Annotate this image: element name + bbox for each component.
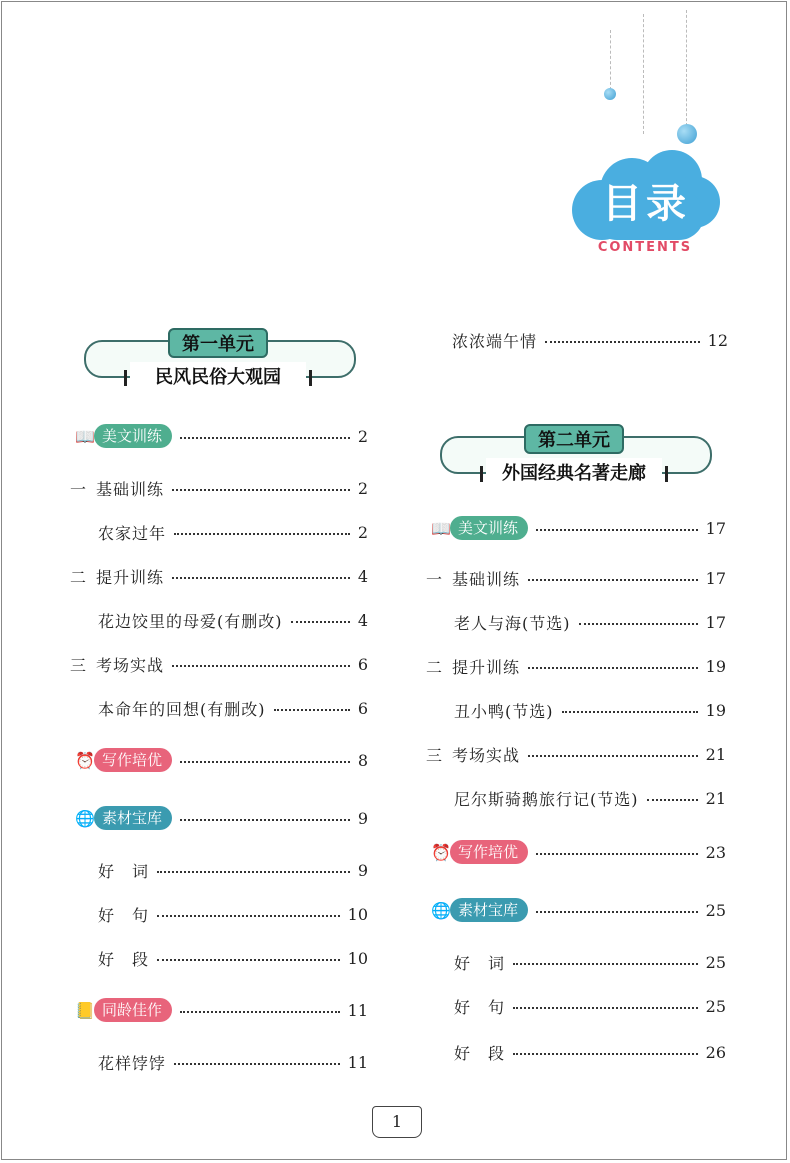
leader-dots xyxy=(513,963,698,965)
toc-entry-label: 花样饽饽 xyxy=(98,1053,167,1073)
toc-entry-label: 考场实战 xyxy=(96,655,165,675)
section-badge-label: 素材宝库 xyxy=(94,806,172,830)
section-badge-label: 写作培优 xyxy=(94,748,172,772)
toc-entry-label: 好 段 xyxy=(98,949,150,969)
toc-entry-label: 好 词 xyxy=(454,953,506,973)
toc-entry-label: 老人与海(节选) xyxy=(454,613,571,633)
toc-entry-page: 10 xyxy=(347,948,368,968)
toc-entry[interactable] xyxy=(98,858,368,882)
toc-entry-label: 农家过年 xyxy=(98,523,167,543)
toc-entry-page: 2 xyxy=(357,426,368,446)
leader-dots xyxy=(291,621,350,623)
toc-entry-page: 4 xyxy=(357,566,368,586)
page-subtitle: CONTENTS xyxy=(597,240,693,255)
book-icon: 📖 xyxy=(75,426,95,446)
section-badge xyxy=(72,423,172,449)
leader-dots xyxy=(172,665,350,667)
leader-dots xyxy=(528,667,698,669)
toc-entry[interactable] xyxy=(454,994,726,1018)
toc-entry-page: 17 xyxy=(705,612,726,632)
toc-entry-label: 好 词 xyxy=(98,861,150,881)
section-number: 二 xyxy=(426,657,443,677)
toc-entry-page: 2 xyxy=(357,522,368,542)
toc-entry-label: 尼尔斯骑鹅旅行记(节选) xyxy=(454,789,639,809)
toc-entry-page: 9 xyxy=(357,860,368,880)
toc-entry-page: 6 xyxy=(357,698,368,718)
unit-2-name: 外国经典名著走廊 xyxy=(486,458,662,490)
section-badge-label: 美文训练 xyxy=(450,516,528,540)
leader-dots xyxy=(174,1063,340,1065)
unit-2-tag: 第二单元 xyxy=(524,424,624,454)
toc-entry-page: 4 xyxy=(357,610,368,630)
leader-dots xyxy=(513,1007,698,1009)
globe-icon: 🌐 xyxy=(431,900,451,920)
section-badge xyxy=(428,839,528,865)
section-badge xyxy=(72,997,172,1023)
toc-entry-label: 提升训练 xyxy=(452,657,521,677)
leader-dots xyxy=(536,853,698,855)
toc-section-badge-row[interactable] xyxy=(428,516,726,540)
toc-section-badge-row[interactable] xyxy=(428,898,726,922)
toc-section-row[interactable] xyxy=(70,652,368,676)
toc-entry-page: 2 xyxy=(357,478,368,498)
toc-entry-label: 丑小鸭(节选) xyxy=(454,701,554,721)
unit-1-tag: 第一单元 xyxy=(168,328,268,358)
page-number: 1 xyxy=(372,1106,422,1138)
leader-dots xyxy=(180,761,350,763)
hanging-string xyxy=(686,10,687,126)
leader-dots xyxy=(157,871,350,873)
toc-entry[interactable] xyxy=(452,328,728,352)
leader-dots xyxy=(180,1011,340,1013)
toc-entry-label: 花边饺里的母爱(有删改) xyxy=(98,611,283,631)
hanging-ball xyxy=(604,88,616,100)
toc-entry[interactable] xyxy=(454,950,726,974)
leader-dots xyxy=(274,709,350,711)
toc-entry-page: 26 xyxy=(705,1042,726,1062)
unit-1-name: 民风民俗大观园 xyxy=(130,362,306,394)
section-badge-label: 美文训练 xyxy=(94,424,172,448)
toc-section-badge-row[interactable] xyxy=(428,840,726,864)
toc-entry-page: 25 xyxy=(705,900,726,920)
leader-dots xyxy=(579,623,698,625)
toc-entry-page: 25 xyxy=(705,952,726,972)
leader-dots xyxy=(513,1053,698,1055)
toc-entry[interactable] xyxy=(98,902,368,926)
hanging-string xyxy=(643,14,644,134)
toc-entry-page: 17 xyxy=(705,518,726,538)
section-badge-label: 素材宝库 xyxy=(450,898,528,922)
toc-entry-label: 浓浓端午情 xyxy=(452,331,538,351)
toc-entry[interactable] xyxy=(98,1050,368,1074)
toc-entry[interactable] xyxy=(98,696,368,720)
leader-dots xyxy=(172,577,350,579)
leader-dots xyxy=(172,489,350,491)
section-badge xyxy=(428,515,528,541)
alarm-clock-icon: ⏰ xyxy=(431,842,451,862)
toc-entry-page: 9 xyxy=(357,808,368,828)
leader-dots xyxy=(157,915,340,917)
leader-dots xyxy=(536,911,698,913)
toc-entry-page: 8 xyxy=(357,750,368,770)
globe-icon: 🌐 xyxy=(75,808,95,828)
toc-entry-page: 6 xyxy=(357,654,368,674)
toc-section-row[interactable] xyxy=(426,654,726,678)
toc-entry-page: 25 xyxy=(705,996,726,1016)
toc-entry-label: 好 句 xyxy=(454,997,506,1017)
toc-entry-page: 17 xyxy=(705,568,726,588)
toc-section-badge-row[interactable] xyxy=(72,424,368,448)
toc-section-badge-row[interactable] xyxy=(72,806,368,830)
toc-entry-label: 好 段 xyxy=(454,1043,506,1063)
alarm-clock-icon: ⏰ xyxy=(75,750,95,770)
section-number: 三 xyxy=(426,745,443,765)
toc-entry[interactable] xyxy=(454,786,726,810)
section-badge-label: 写作培优 xyxy=(450,840,528,864)
hanging-string xyxy=(610,30,611,90)
hanging-ball xyxy=(677,124,697,144)
toc-entry[interactable] xyxy=(454,1040,726,1064)
toc-section-badge-row[interactable] xyxy=(72,748,368,772)
toc-entry[interactable] xyxy=(98,608,368,632)
leader-dots xyxy=(174,533,350,535)
leader-dots xyxy=(180,819,350,821)
notebook-icon: 📒 xyxy=(75,1000,95,1020)
toc-entry-label: 好 句 xyxy=(98,905,150,925)
toc-entry-page: 10 xyxy=(347,904,368,924)
section-badge xyxy=(72,805,172,831)
section-number: 三 xyxy=(70,655,87,675)
section-badge xyxy=(428,897,528,923)
toc-entry[interactable] xyxy=(454,698,726,722)
leader-dots xyxy=(157,959,340,961)
toc-entry[interactable] xyxy=(98,520,368,544)
toc-section-row[interactable] xyxy=(426,742,726,766)
leader-dots xyxy=(647,799,698,801)
toc-entry-page: 11 xyxy=(347,1052,368,1072)
section-number: 二 xyxy=(70,567,87,587)
section-number: 一 xyxy=(426,569,443,589)
leader-dots xyxy=(180,437,350,439)
toc-section-row[interactable] xyxy=(70,476,368,500)
toc-entry-page: 19 xyxy=(705,656,726,676)
toc-entry-label: 基础训练 xyxy=(452,569,521,589)
leader-dots xyxy=(545,341,700,343)
toc-entry[interactable] xyxy=(454,610,726,634)
toc-entry-page: 19 xyxy=(705,700,726,720)
section-badge-label: 同龄佳作 xyxy=(94,998,172,1022)
leader-dots xyxy=(562,711,698,713)
toc-section-row[interactable] xyxy=(70,564,368,588)
unit-2-banner xyxy=(436,424,712,498)
toc-entry-label: 考场实战 xyxy=(452,745,521,765)
section-badge xyxy=(72,747,172,773)
section-number: 一 xyxy=(70,479,87,499)
toc-entry-label: 基础训练 xyxy=(96,479,165,499)
toc-entry-page: 12 xyxy=(707,330,728,350)
leader-dots xyxy=(536,529,698,531)
toc-section-row[interactable] xyxy=(426,566,726,590)
toc-entry-label: 本命年的回想(有删改) xyxy=(98,699,266,719)
book-icon: 📖 xyxy=(431,518,451,538)
toc-entry-label: 提升训练 xyxy=(96,567,165,587)
toc-entry-page: 23 xyxy=(705,842,726,862)
leader-dots xyxy=(528,579,698,581)
page-title: 目录 xyxy=(602,181,690,227)
unit-1-banner xyxy=(80,328,356,402)
toc-entry[interactable] xyxy=(98,946,368,970)
toc-entry-page: 21 xyxy=(705,744,726,764)
toc-entry-page: 11 xyxy=(347,1000,368,1020)
toc-section-badge-row[interactable] xyxy=(72,998,368,1022)
toc-entry-page: 21 xyxy=(705,788,726,808)
leader-dots xyxy=(528,755,698,757)
